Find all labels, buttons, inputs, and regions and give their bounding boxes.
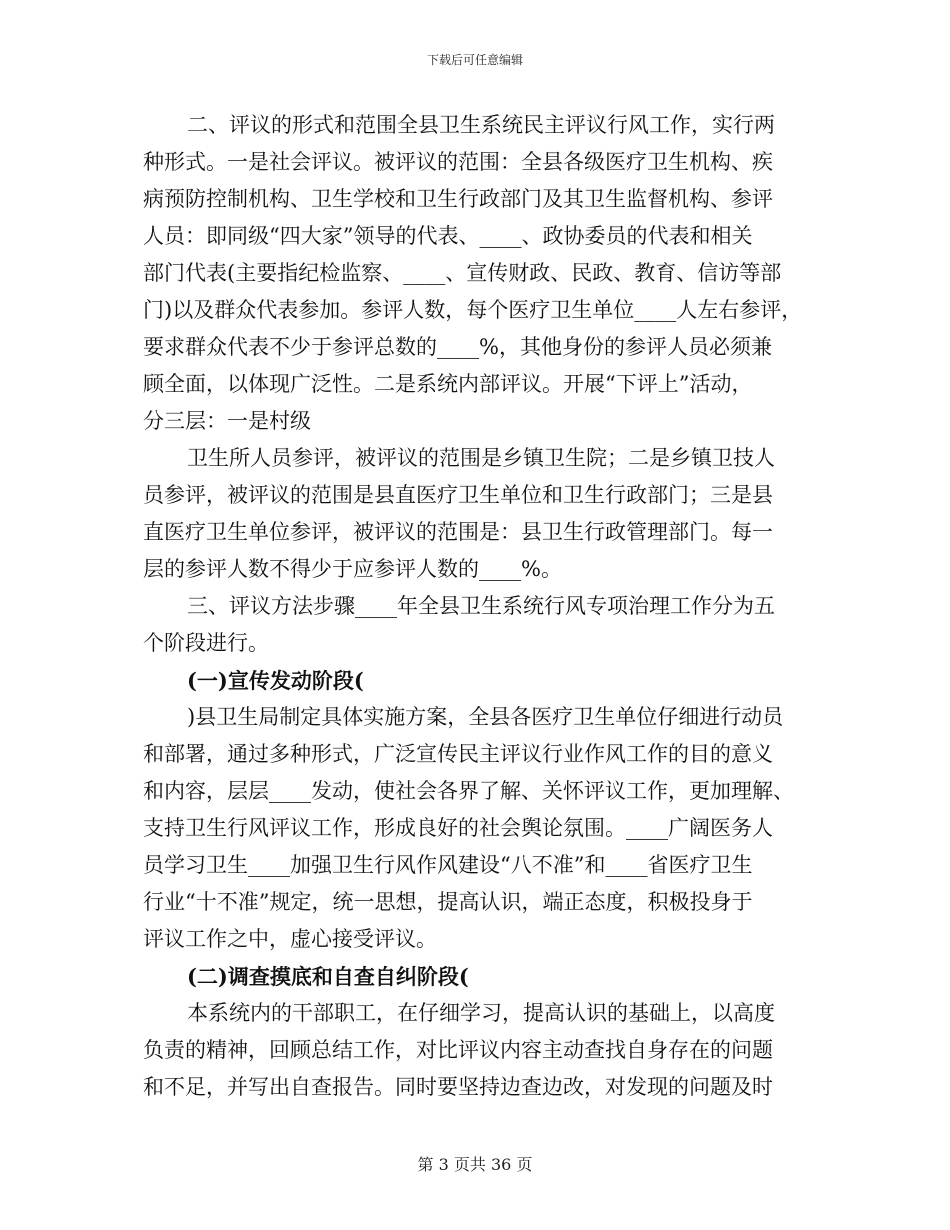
paragraph-line: 人员：即同级“四大家”领导的代表、____、政协委员的代表和相关 <box>143 224 753 248</box>
paragraph-line: 员参评，被评议的范围是县直医疗卫生单位和卫生行政部门；三是县 <box>143 483 773 507</box>
paragraph-line: 层的参评人数不得少于应参评人数的____%。 <box>143 557 562 581</box>
document-body <box>143 107 823 1106</box>
paragraph-line: 直医疗卫生单位参评，被评议的范围是：县卫生行政管理部门。每一 <box>143 520 773 544</box>
paragraph-line: 二、评议的形式和范围全县卫生系统民主评议行风工作，实行两 <box>187 113 775 137</box>
paragraph-line: 员学习卫生____加强卫生行风作风建设“八不准”和____省医疗卫生 <box>143 853 753 877</box>
page-header: 下载后可任意编辑 <box>426 53 523 67</box>
section-heading: (一)宣传发动阶段( <box>187 668 364 693</box>
paragraph-line: 三、评议方法步骤____年全县卫生系统行风专项治理工作分为五 <box>187 594 775 618</box>
paragraph-line: 和内容，层层____发动，使社会各界了解、关怀评议工作，更加理解、 <box>143 779 794 803</box>
paragraph-line: )县卫生局制定具体实施方案，全县各医疗卫生单位仔细进行动员 <box>187 705 784 729</box>
paragraph-line: 评议工作之中，虚心接受评议。 <box>143 927 437 951</box>
section-heading: (二)调查摸底和自查自纠阶段( <box>187 964 469 989</box>
paragraph-line: 支持卫生行风评议工作，形成良好的社会舆论氛围。____广阔医务人 <box>143 816 773 840</box>
paragraph-line: 行业“十不准”规定，统一思想，提高认识，端正态度，积极投身于 <box>143 890 753 914</box>
paragraph-line: 卫生所人员参评，被评议的范围是乡镇卫生院；二是乡镇卫技人 <box>187 446 775 470</box>
paragraph-line: 要求群众代表不少于参评总数的____%，其他身份的参评人员必须兼 <box>143 335 772 359</box>
paragraph-line: 分三层：一是村级 <box>143 409 311 433</box>
paragraph-line: 顾全面，以体现广泛性。二是系统内部评议。开展“下评上”活动， <box>143 372 753 396</box>
paragraph-line: 负责的精神，回顾总结工作，对比评议内容主动查找自身存在的问题 <box>143 1038 773 1062</box>
paragraph-line: 本系统内的干部职工，在仔细学习，提高认识的基础上，以高度 <box>187 1001 775 1025</box>
paragraph-line: 部门代表(主要指纪检监察、____、宣传财政、民政、教育、信访等部 <box>143 261 782 285</box>
paragraph-line: 个阶段进行。 <box>143 631 269 655</box>
paragraph-line: 种形式。一是社会评议。被评议的范围：全县各级医疗卫生机构、疾 <box>143 150 773 174</box>
paragraph-line: 和部署，通过多种形式，广泛宣传民主评议行业作风工作的目的意义 <box>143 742 773 766</box>
page-footer: 第 3 页共 36 页 <box>417 1155 533 1174</box>
paragraph-line: 门)以及群众代表参加。参评人数，每个医疗卫生单位____人左右参评， <box>143 298 803 322</box>
paragraph-line: 病预防控制机构、卫生学校和卫生行政部门及其卫生监督机构、参评 <box>143 187 773 211</box>
paragraph-line: 和不足，并写出自查报告。同时要坚持边查边改，对发现的问题及时 <box>143 1075 773 1099</box>
